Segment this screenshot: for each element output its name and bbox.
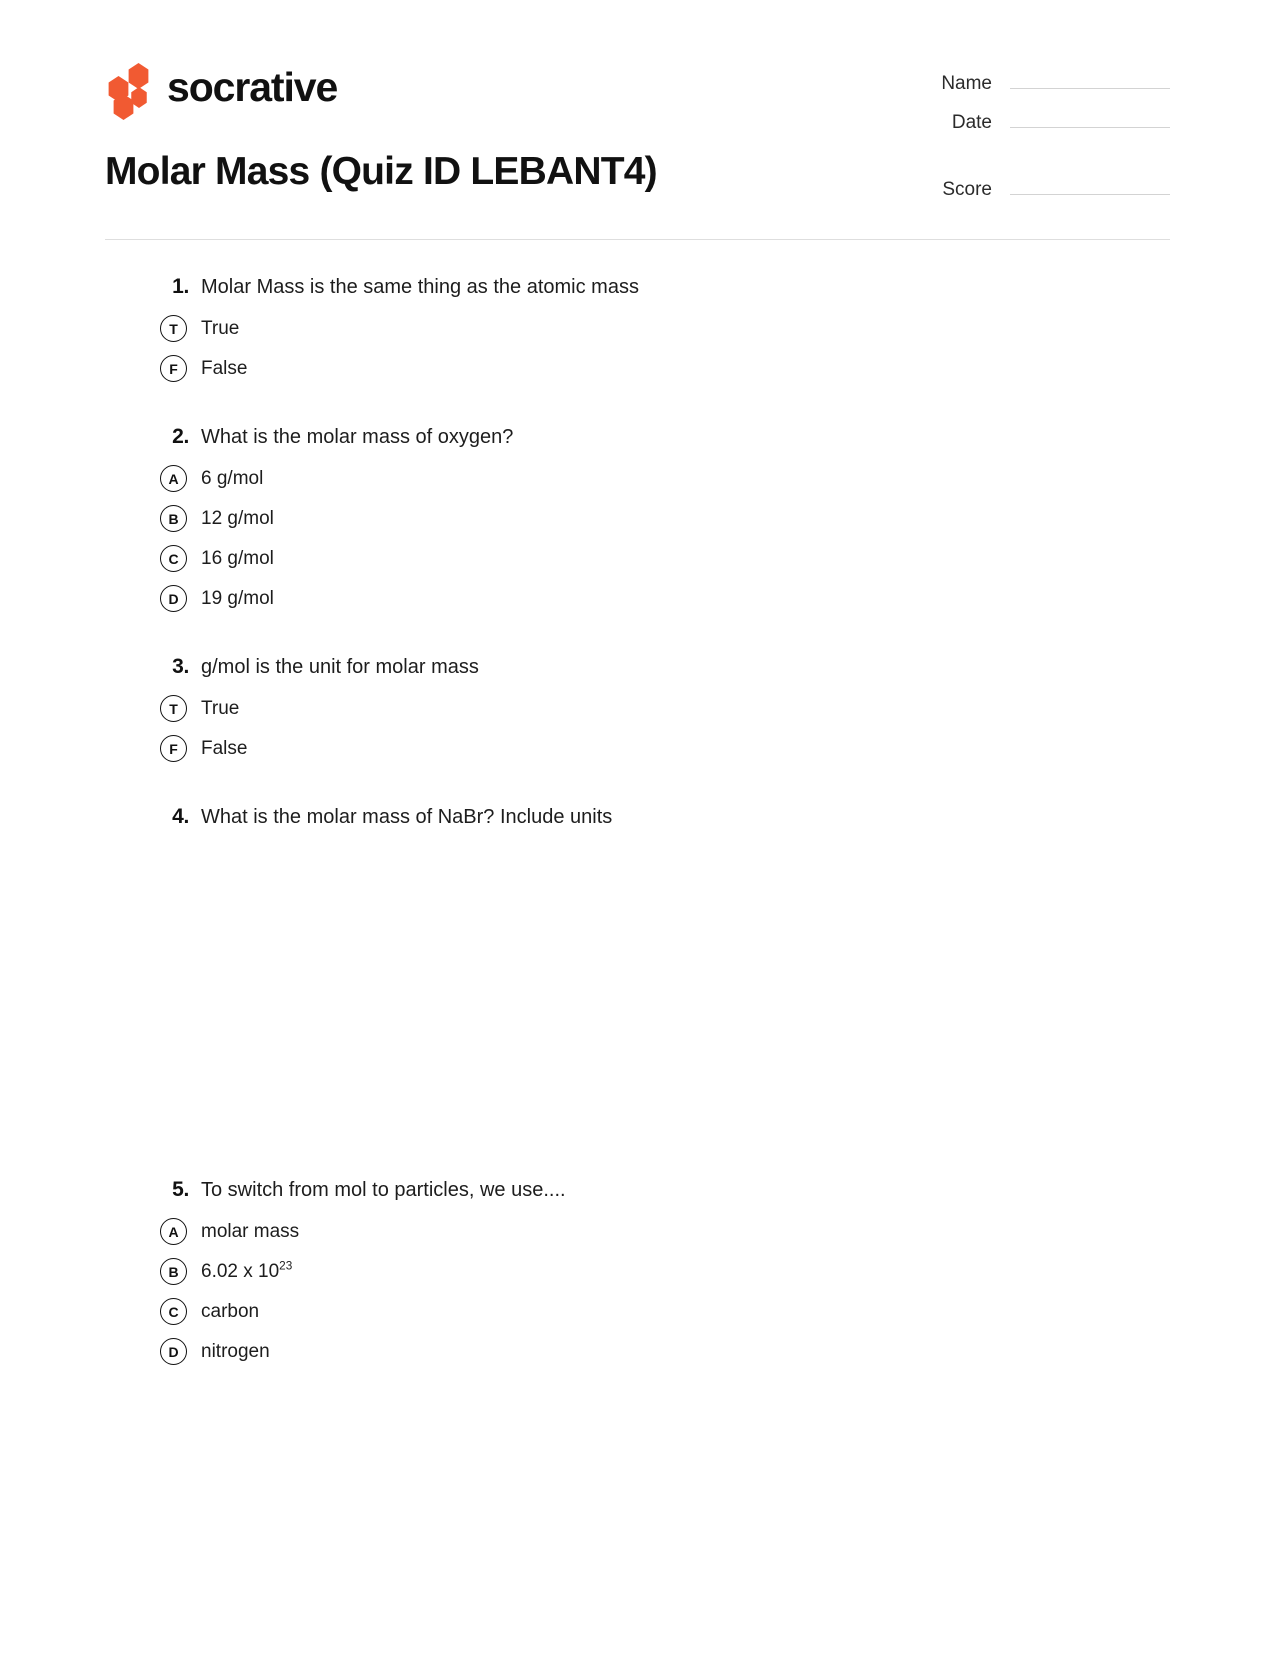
option-label: [201, 1261, 292, 1283]
option-label: 16 g/mol: [201, 547, 274, 569]
option-bubble-t[interactable]: T: [160, 315, 187, 342]
question-item: [105, 424, 1170, 612]
option-bubble-d[interactable]: D: [160, 585, 187, 612]
answer-option[interactable]: [160, 1258, 1170, 1285]
option-label: True: [201, 317, 240, 339]
option-bubble-f[interactable]: F: [160, 735, 187, 762]
option-label-exponent: 23: [279, 1259, 293, 1273]
question-header: [105, 274, 1170, 301]
question-item: [105, 654, 1170, 762]
question-number: 1.: [172, 275, 189, 298]
answer-option[interactable]: [160, 1218, 1170, 1245]
option-label: 19 g/mol: [201, 587, 274, 609]
question-item: [105, 274, 1170, 382]
question-header: [105, 654, 1170, 681]
score-field-row: [840, 174, 1170, 201]
score-input-line[interactable]: [1010, 174, 1170, 195]
page-title: Molar Mass (Quiz ID LEBANT4): [105, 150, 657, 193]
answer-option[interactable]: [160, 465, 1170, 492]
answer-option[interactable]: [160, 355, 1170, 382]
answer-option[interactable]: [160, 1338, 1170, 1365]
option-bubble-b[interactable]: B: [160, 505, 187, 532]
option-label: carbon: [201, 1300, 260, 1322]
question-text: Molar Mass is the same thing as the atomic mass: [201, 276, 639, 298]
option-label: nitrogen: [201, 1340, 270, 1362]
answer-option[interactable]: [160, 545, 1170, 572]
option-label: 6 g/mol: [201, 467, 264, 489]
student-info-fields: [840, 68, 1170, 213]
answer-option[interactable]: [160, 1298, 1170, 1325]
hexagon-top-right-icon: [127, 63, 150, 89]
answer-option[interactable]: [160, 735, 1170, 762]
option-label: True: [201, 697, 240, 719]
name-input-line[interactable]: [1010, 68, 1170, 89]
question-header: [105, 424, 1170, 451]
question-item: [105, 1177, 1170, 1365]
answer-options: [105, 1218, 1170, 1365]
option-label: molar mass: [201, 1220, 300, 1242]
score-label: Score: [942, 179, 992, 200]
question-header: [105, 804, 1170, 831]
answer-options: [105, 315, 1170, 382]
option-label: False: [201, 737, 248, 759]
question-text: What is the molar mass of oxygen?: [201, 426, 514, 448]
socrative-hexagon-icon: [105, 62, 151, 112]
option-bubble-c[interactable]: C: [160, 1298, 187, 1325]
option-bubble-d[interactable]: D: [160, 1338, 187, 1365]
question-header: [105, 1177, 1170, 1204]
option-bubble-a[interactable]: A: [160, 1218, 187, 1245]
option-bubble-t[interactable]: T: [160, 695, 187, 722]
answer-options: [105, 695, 1170, 762]
page-header: [105, 0, 1170, 200]
answer-option[interactable]: [160, 695, 1170, 722]
question-item: [105, 804, 1170, 1135]
answer-options: [105, 465, 1170, 612]
option-label-base: 6.02 x 10: [201, 1260, 280, 1282]
option-label: False: [201, 357, 248, 379]
free-response-answer-area[interactable]: [105, 845, 1170, 1135]
date-input-line[interactable]: [1010, 107, 1170, 128]
name-label: Name: [941, 73, 992, 94]
question-list: [105, 240, 1170, 1365]
name-field-row: [840, 68, 1170, 95]
option-label: 12 g/mol: [201, 507, 274, 529]
question-text: g/mol is the unit for molar mass: [201, 656, 479, 678]
option-bubble-f[interactable]: F: [160, 355, 187, 382]
question-number: 2.: [172, 425, 189, 448]
question-number: 4.: [172, 805, 189, 828]
option-bubble-b[interactable]: B: [160, 1258, 187, 1285]
question-number: 5.: [172, 1178, 189, 1201]
answer-option[interactable]: [160, 315, 1170, 342]
question-number: 3.: [172, 655, 189, 678]
question-text: To switch from mol to particles, we use....: [201, 1179, 566, 1201]
answer-option[interactable]: [160, 505, 1170, 532]
option-bubble-a[interactable]: A: [160, 465, 187, 492]
date-field-row: [840, 107, 1170, 134]
brand-name: socrative: [167, 63, 338, 110]
date-label: Date: [951, 112, 992, 133]
answer-option[interactable]: [160, 585, 1170, 612]
option-bubble-c[interactable]: C: [160, 545, 187, 572]
question-text: What is the molar mass of NaBr? Include units: [201, 806, 613, 828]
socrative-logo: [105, 62, 337, 112]
